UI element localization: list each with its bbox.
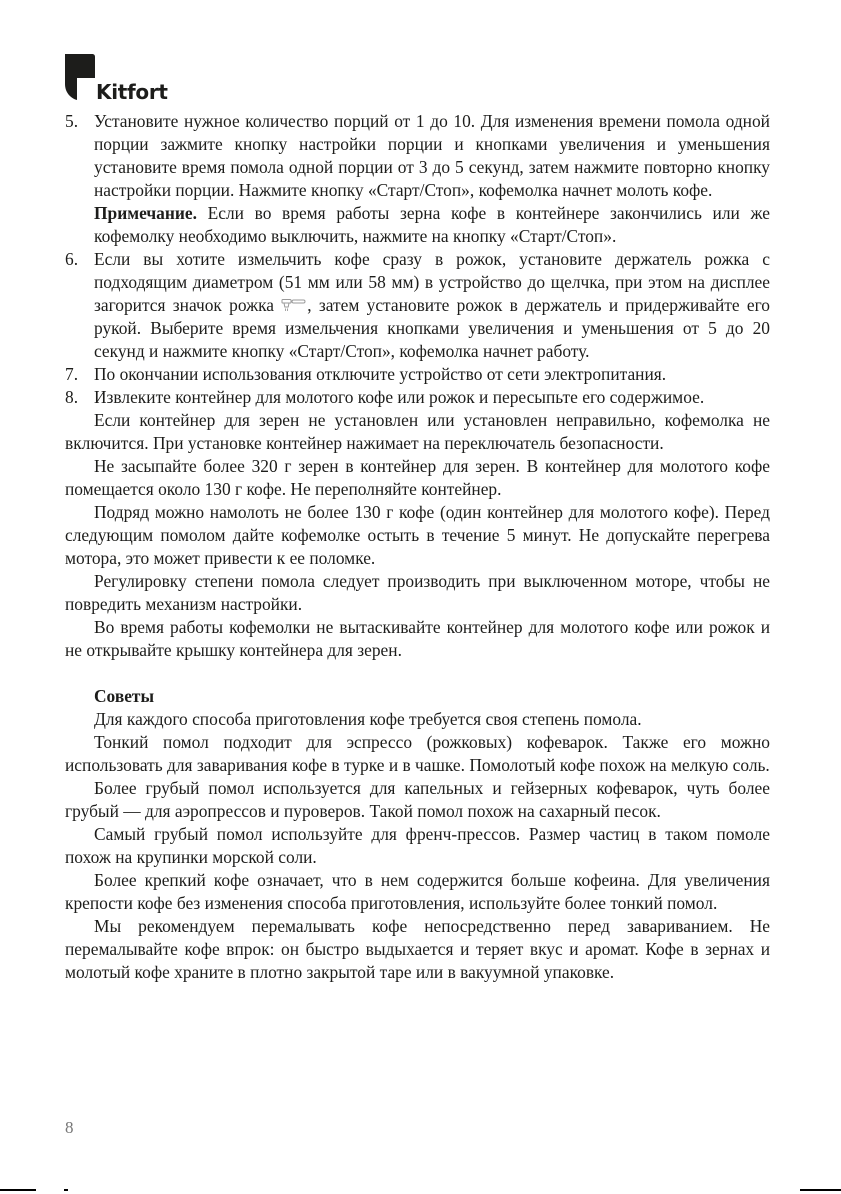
section-heading-tips: Советы: [94, 686, 155, 706]
paragraph: Регулировку степени помола следует производить при выключенном моторе, чтобы не повредить механизм настройки.: [65, 571, 770, 614]
list-number: 7.: [65, 364, 79, 384]
list-number: 5.: [65, 111, 79, 131]
tips-paragraph: Тонкий помол подходит для эспрессо (рожковых) кофеварок. Также его можно использовать для заваривания кофе в турке и в чашке. Помолотый кофе похож на мелкую соль.: [65, 732, 770, 775]
note-label: Примечание.: [94, 203, 197, 223]
list-text-part: Если вы хотите измельчить кофе сразу в рожок, установите держатель рожка с подходящим диаметром (51 мм или 58 мм) в устройство до щелчка, при этом на дисплее загорится значок рожка: [94, 249, 770, 315]
portafilter-icon: [281, 298, 307, 312]
tips-paragraph: Более крепкий кофе означает, что в нем содержится больше кофеина. Для увеличения крепости кофе без изменения способа приготовления, используйте более тонкий помол.: [65, 870, 770, 913]
list-text: Извлеките контейнер для молотого кофе или рожок и пересыпьте его содержимое.: [94, 387, 705, 407]
list-number: 8.: [65, 387, 79, 407]
crop-mark: [0, 1189, 36, 1191]
paragraph: Если контейнер для зерен не установлен или установлен неправильно, кофемолка не включится. При установке контейнер нажимает на переключатель безопасности.: [65, 410, 770, 453]
list-item-7: [65, 363, 770, 386]
paragraph: Подряд можно намолоть не более 130 г кофе (один контейнер для молотого кофе). Перед следующим помолом дайте кофемолке остыть в течение 5 минут. Не допускайте перегрева мотора, это может привести к ее поломке.: [65, 502, 770, 568]
list-text-part: , затем установите рожок в держатель и придерживайте его рукой. Выберите время измельчения кнопками увеличения и уменьшения от 5 до 20 секунд и нажмите кнопку «Старт/Стоп», кофемолка начнет работу.: [94, 295, 770, 361]
list-item-8: [65, 386, 770, 409]
tips-paragraph: Для каждого способа приготовления кофе требуется своя степень помола.: [94, 709, 642, 729]
brand-logo: [65, 50, 168, 104]
paragraph: Во время работы кофемолки не вытаскивайте контейнер для молотого кофе или рожок и не открывайте крышку контейнера для зерен.: [65, 617, 770, 660]
brand-name: Kitfort: [96, 80, 168, 104]
page-number: 8: [65, 1118, 74, 1137]
tips-paragraph: Самый грубый помол используйте для френч-прессов. Размер частиц в таком помоле похож на крупинки морской соли.: [65, 824, 770, 867]
crop-mark: [800, 1189, 841, 1191]
note-text: Если во время работы зерна кофе в контейнере закончились или же кофемолку необходимо выключить, нажмите на кнопку «Старт/Стоп».: [94, 203, 770, 246]
list-text: [94, 248, 770, 363]
tips-paragraph: Мы рекомендуем перемалывать кофе непосредственно перед завариванием. Не перемалывайте кофе впрок: он быстро выдыхается и теряет вкус и аромат. Кофе в зернах и молотый кофе храните в плотно закрытой таре или в вакуумной упаковке.: [65, 916, 770, 982]
kitfort-logo-icon: [65, 54, 95, 100]
note-paragraph: [94, 202, 770, 248]
list-item-5: [65, 110, 770, 202]
list-item-6: [65, 248, 770, 363]
list-text: По окончании использования отключите устройство от сети электропитания.: [94, 364, 667, 384]
list-text: Установите нужное количество порций от 1 до 10. Для изменения времени помола одной порции зажмите кнопку настройки порции и кнопками увеличения и уменьшения установите время помола одной порции от 3 до 5 секунд, затем нажмите повторно кнопку настройки порции. Нажмите кнопку «Старт/Стоп», кофемолка начнет молоть кофе.: [94, 111, 770, 200]
document-body: [65, 110, 770, 984]
list-number: 6.: [65, 249, 79, 269]
paragraph: Не засыпайте более 320 г зерен в контейнер для зерен. В контейнер для молотого кофе помещается около 130 г кофе. Не переполняйте контейнер.: [65, 456, 770, 499]
tips-paragraph: Более грубый помол используется для капельных и гейзерных кофеварок, чуть более грубый — для аэропрессов и пуроверов. Такой помол похож на сахарный песок.: [65, 778, 770, 821]
crop-mark: [64, 1189, 68, 1191]
